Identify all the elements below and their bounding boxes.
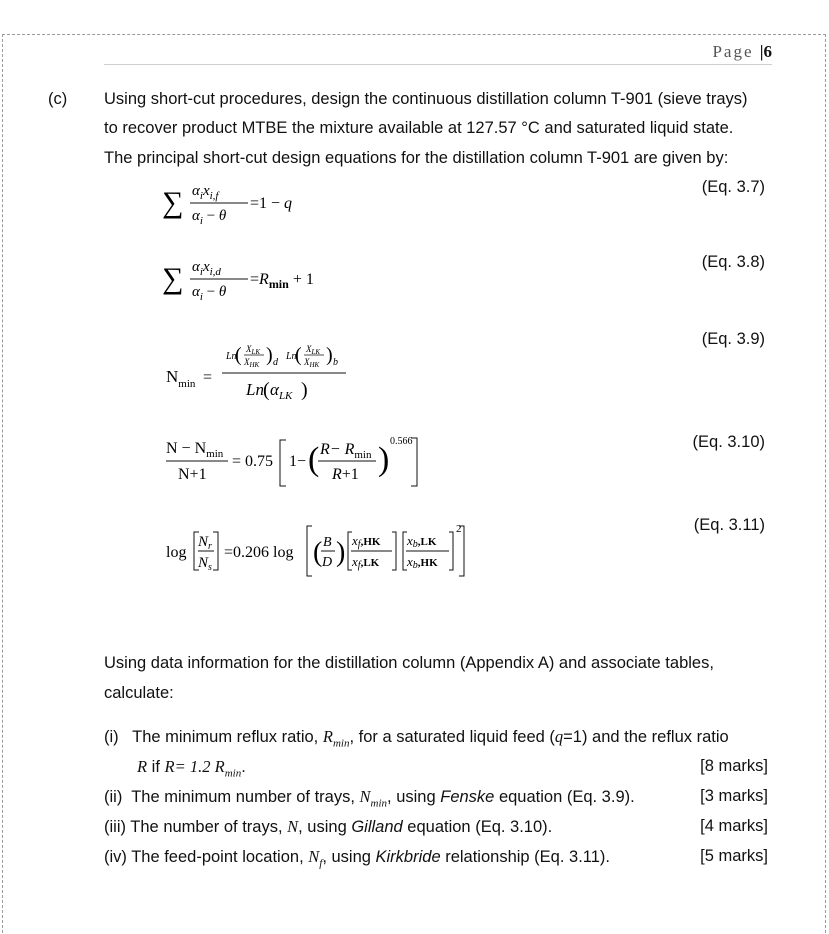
svg-text:∑: ∑ <box>162 186 184 219</box>
eq-3-7 <box>160 176 320 226</box>
page-separator: | <box>759 42 764 61</box>
svg-text:(: ( <box>295 344 302 366</box>
eq-3-10 <box>160 430 440 492</box>
item-i-symbol: R <box>322 727 333 746</box>
item-iv <box>104 847 610 869</box>
item-ii <box>104 787 635 809</box>
data-para-line-2: calculate: <box>104 684 174 702</box>
page-number: 6 <box>763 42 772 61</box>
svg-text:Ns: $N_s$ <box>198 555 212 573</box>
item-i-line-2 <box>137 757 246 779</box>
svg-text:(: ( <box>313 537 323 568</box>
page-header <box>712 42 772 62</box>
item-i-line2-r: R <box>137 757 148 776</box>
question-label: (c) <box>48 90 68 108</box>
svg-text:): ) <box>378 441 390 478</box>
intro-line-1: Using short-cut procedures, design the continuous distillation column T-901 (sieve trays) <box>104 90 748 108</box>
eq-3-9 <box>160 334 390 408</box>
svg-text:=0.206 log: =0.206 log <box>224 544 294 561</box>
intro-line-2: to recover product MTBE the mixture available at 127.57 °C and saturated liquid state. <box>104 119 734 137</box>
svg-text:Ln: Ln <box>226 351 237 362</box>
svg-text:R+1: R+1 <box>332 466 359 483</box>
item-i-line2-end: . <box>241 758 246 776</box>
item-ii-subscript: min <box>370 797 388 810</box>
eq-3-8 <box>160 252 360 302</box>
svg-text:XHK: $X_{HK}$ <box>304 357 320 369</box>
svg-text:Nr: $N_r$ <box>198 534 212 552</box>
item-ii-text-b: , using <box>387 788 441 806</box>
item-i-text-c: =1) and the reflux ratio <box>563 728 729 746</box>
header-rule <box>104 64 772 65</box>
svg-text:): ) <box>301 379 308 401</box>
svg-text:(: ( <box>263 379 270 401</box>
svg-text:αixi,f: $\alpha_ix_{i,f}$ <box>192 183 219 202</box>
svg-text:xf,LK: xf,LK <box>352 554 380 571</box>
svg-text:Nmin: $N_{min}$ <box>166 367 196 390</box>
item-i-line2-if: if <box>147 758 165 776</box>
svg-text:B: B <box>323 535 332 550</box>
item-ii-num: (ii) <box>104 788 123 806</box>
item-ii-text-c: equation (Eq. 3.9). <box>494 788 635 806</box>
eq-3-11 <box>160 520 480 582</box>
item-iv-symbol: N <box>308 847 320 866</box>
item-iii-text-b: , using <box>298 818 352 836</box>
svg-text:αixi,d: $\alpha_ix_{i,d}$ <box>192 259 221 278</box>
item-iv-text-a: The feed-point location, <box>131 848 309 866</box>
svg-text:αi − θ: $\alpha_i - \theta$ <box>192 208 227 226</box>
svg-text:Ln: Ln <box>286 351 297 362</box>
svg-text:=Rmin + 1: $=R_{min} + 1$ <box>250 271 314 291</box>
svg-text:XLK: $X_{LK}$ <box>306 344 321 356</box>
eq-3-8-label: (Eq. 3.8) <box>701 253 765 271</box>
item-iv-text-b: , using <box>322 848 376 866</box>
svg-text:): ) <box>336 537 346 568</box>
svg-text:Ln: Ln <box>246 380 264 399</box>
page-word: Page <box>712 42 754 61</box>
svg-text:=: = <box>203 369 213 386</box>
item-iv-subscript: f <box>319 857 323 870</box>
item-i-text-b: , for a saturated liquid feed ( <box>349 728 555 746</box>
item-iii-marks: [4 marks] <box>700 817 768 835</box>
svg-text:N − Nmin: $N - N_{min}$ <box>166 440 224 460</box>
item-ii-text-a: The minimum number of trays, <box>131 788 360 806</box>
svg-text:): ) <box>326 344 333 366</box>
item-iv-num: (iv) <box>104 848 127 866</box>
intro-line-3: The principal short-cut design equations for the distillation column T-901 are given by: <box>104 149 729 167</box>
svg-text:0.566: 0.566 <box>390 436 413 447</box>
item-ii-symbol: N <box>359 787 371 806</box>
item-i-line2-expr: R= 1.2 R <box>164 757 225 776</box>
svg-text:XHK: $X_{HK}$ <box>244 357 260 369</box>
svg-text:xb,LK: xb,LK <box>407 533 437 550</box>
item-iii-text-a: The number of trays, <box>130 818 288 836</box>
svg-text:αLK: $\alpha_{LK}$ <box>270 380 293 402</box>
item-i-q: q <box>554 727 564 746</box>
svg-text:d: d <box>273 357 278 368</box>
item-iv-marks: [5 marks] <box>700 847 768 865</box>
item-iv-method: Kirkbride <box>375 848 441 866</box>
item-i-num: (i) <box>104 728 119 746</box>
item-iii-text-c: equation (Eq. 3.10). <box>402 818 553 836</box>
item-i <box>104 727 729 749</box>
svg-text:(: ( <box>308 441 320 478</box>
eq-3-10-label: (Eq. 3.10) <box>692 433 765 451</box>
svg-text:1−: 1− <box>289 453 307 470</box>
svg-text:2: 2 <box>456 523 462 535</box>
item-iii-method: Gilland <box>351 818 403 836</box>
data-para-line-1: Using data information for the distillation column (Appendix A) and associate tables, <box>104 654 714 672</box>
svg-text:N+1: N+1 <box>178 466 207 483</box>
item-iii <box>104 817 552 837</box>
svg-text:=1 − q: =1 − q <box>250 195 293 212</box>
item-ii-method: Fenske <box>440 788 495 806</box>
item-ii-marks: [3 marks] <box>700 787 768 805</box>
svg-text:): ) <box>266 344 273 366</box>
item-iii-num: (iii) <box>104 818 126 836</box>
eq-3-9-label: (Eq. 3.9) <box>701 330 765 348</box>
svg-text:= 0.75: = 0.75 <box>232 453 274 470</box>
eq-3-7-label: (Eq. 3.7) <box>701 178 765 196</box>
item-i-line2-subscript: min <box>224 767 242 780</box>
item-iv-text-c: relationship (Eq. 3.11). <box>440 848 610 866</box>
svg-text:D: D <box>322 555 333 570</box>
item-i-text-a: The minimum reflux ratio, <box>132 728 323 746</box>
svg-text:∑: ∑ <box>162 262 184 295</box>
svg-text:b: b <box>333 357 338 368</box>
svg-text:R− Rmin: $R- R_{min}$ <box>320 441 372 461</box>
svg-text:xf,HK: xf,HK <box>352 533 381 550</box>
item-iii-symbol: N <box>287 817 299 836</box>
svg-text:log: log <box>166 544 187 561</box>
item-i-marks: [8 marks] <box>700 757 768 775</box>
eq-3-11-label: (Eq. 3.11) <box>693 516 765 534</box>
svg-text:xb,HK: xb,HK <box>407 554 438 571</box>
svg-text:(: ( <box>235 344 242 366</box>
svg-text:αi − θ: $\alpha_i - \theta$ <box>192 284 227 302</box>
item-i-subscript: min <box>332 737 350 750</box>
svg-text:XLK: $X_{LK}$ <box>246 344 261 356</box>
